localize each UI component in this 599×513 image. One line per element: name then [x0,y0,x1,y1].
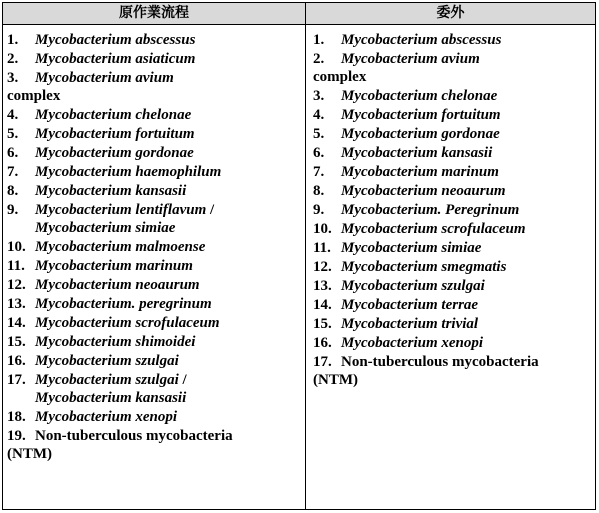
item-number: 5. [313,126,325,142]
list-item [313,220,595,238]
species-name: Mycobacterium kansasii [35,183,187,199]
item-line [341,144,492,162]
item-line [35,31,195,49]
item-text [341,258,506,276]
item-text [35,50,195,68]
item-line: (NTM) [7,446,52,462]
list-item [313,296,595,314]
item-text [35,295,212,313]
item-line [35,50,195,68]
species-name: Mycobacterium gordonae [341,126,500,142]
species-name: Mycobacterium chelonae [35,107,192,123]
item-number: 3. [313,88,325,104]
item-text [341,201,519,219]
list-item [7,125,301,143]
list-item [313,277,595,295]
comparison-table [2,2,596,510]
item-number: 4. [313,107,325,123]
item-number: 17. [313,354,332,370]
item-number: 3. [7,70,19,86]
species-name: Mycobacterium simiae [341,240,482,256]
list-item [7,163,301,181]
item-line [35,371,187,389]
item-line [35,182,186,200]
species-name: Mycobacterium lentiflavum [35,202,207,218]
item-line [341,87,497,105]
item-number: 7. [313,164,325,180]
item-number: 13. [7,296,26,312]
item-number: 7. [7,164,19,180]
list-item [313,125,595,143]
item-number: 14. [313,297,332,313]
item-number: 8. [7,183,19,199]
item-line [35,333,195,351]
item-line [341,334,483,352]
species-name: Mycobacterium szulgai [341,278,485,294]
item-number: 15. [7,334,26,350]
item-text [35,371,187,407]
item-text [341,106,501,124]
item-line [341,50,480,68]
item-line [35,314,220,332]
item-separator: / [206,202,215,218]
item-line: (NTM) [313,372,358,388]
item-number: 8. [313,183,325,199]
item-number: 9. [313,202,325,218]
item-text [341,182,506,200]
item-line [341,125,500,143]
item-line [35,295,212,313]
item-text [35,31,195,49]
item-number: 1. [7,32,19,48]
species-name: Mycobacterium avium [341,51,480,67]
list-item [7,408,301,426]
item-number: 12. [7,277,26,293]
species-name: Mycobacterium xenopi [35,409,178,425]
item-text [341,277,485,295]
item-text [35,333,195,351]
item-text [35,352,179,370]
table-header-row [3,3,595,25]
item-number: 14. [7,315,26,331]
item-text [35,201,214,237]
item-line [341,239,481,257]
list-item [7,182,301,200]
item-text [341,220,526,238]
species-name: Mycobacterium shimoidei [35,334,196,350]
species-name: Mycobacterium simiae [35,220,176,236]
species-name: Mycobacterium. Peregrinum [341,202,520,218]
list-item [7,352,301,370]
item-line [341,106,501,124]
item-number: 6. [7,145,19,161]
column-divider [305,3,306,509]
item-line [341,277,485,295]
item-text [35,144,194,162]
species-name: Mycobacterium. peregrinum [35,296,212,312]
species-name: Mycobacterium abscessus [35,32,196,48]
item-text [341,125,500,143]
species-name: Mycobacterium gordonae [35,145,194,161]
item-line [341,258,506,276]
outsourced-list [313,31,595,390]
item-text [35,106,191,124]
item-number: 15. [313,316,332,332]
item-number: 2. [7,51,19,67]
header-outsourced: 委外 [436,5,465,21]
item-text [35,257,193,275]
species-name: Mycobacterium haemophilum [35,164,222,180]
item-text [341,87,497,105]
item-separator: / [178,372,187,388]
species-name: Mycobacterium smegmatis [341,259,507,275]
item-line [341,31,501,49]
item-text [35,163,221,181]
item-number: 12. [313,259,332,275]
item-number: 5. [7,126,19,142]
species-name: Mycobacterium fortuitum [341,107,501,123]
item-number: 16. [7,353,26,369]
list-item [7,295,301,313]
item-line [35,276,200,294]
list-item [7,314,301,332]
list-item [313,50,595,86]
item-number: 13. [313,278,332,294]
species-name: Mycobacterium scrofulaceum [341,221,526,237]
list-item [7,31,301,49]
species-name: Mycobacterium asiaticum [35,51,196,67]
item-line [35,408,177,426]
species-name: Mycobacterium xenopi [341,335,484,351]
item-line: Non-tuberculous mycobacteria [35,428,233,444]
item-number: 1. [313,32,325,48]
list-item [313,182,595,200]
item-text [35,276,200,294]
item-text [35,182,186,200]
item-number: 10. [7,239,26,255]
item-line [341,220,526,238]
species-name: Mycobacterium kansasii [341,145,493,161]
item-line [341,296,478,314]
item-text [341,296,478,314]
item-line [35,257,193,275]
item-text [35,125,195,143]
item-text [35,408,177,426]
list-item [313,258,595,276]
item-number: 10. [313,221,332,237]
species-name: Mycobacterium kansasii [35,390,187,406]
species-name: Mycobacterium chelonae [341,88,498,104]
item-line [341,182,506,200]
item-number: 19. [7,428,26,444]
item-line [35,106,191,124]
item-text [341,163,499,181]
species-name: Mycobacterium neoaurum [35,277,200,293]
species-name: Mycobacterium malmoense [35,239,206,255]
item-text [313,50,480,86]
item-line [341,315,478,333]
item-number: 17. [7,372,26,388]
list-item [313,353,595,389]
item-text [341,144,492,162]
item-line: Non-tuberculous mycobacteria [341,354,539,370]
list-item [7,333,301,351]
list-item [7,371,301,407]
item-line [35,163,221,181]
item-line [35,238,205,256]
item-number: 11. [313,240,331,256]
item-line [35,389,187,407]
species-name: Mycobacterium marinum [35,258,193,274]
list-item [313,315,595,333]
item-text [35,238,205,256]
list-item [313,239,595,257]
item-line [35,201,214,219]
list-item [7,69,301,105]
species-name: Mycobacterium szulgai [35,372,179,388]
header-original-workflow: 原作業流程 [119,5,189,21]
list-item [7,238,301,256]
item-text [341,31,501,49]
item-line [35,352,179,370]
list-item [7,50,301,68]
list-item [7,276,301,294]
item-line [341,163,499,181]
item-number: 4. [7,107,19,123]
item-number: 9. [7,202,19,218]
species-name: Mycobacterium trivial [341,316,479,332]
list-item [7,106,301,124]
item-line [35,219,214,237]
item-number: 6. [313,145,325,161]
list-item [313,334,595,352]
species-name: Mycobacterium szulgai [35,353,179,369]
list-item [7,257,301,275]
list-item [7,201,301,237]
item-text [341,239,481,257]
original-workflow-list [7,31,301,464]
list-item [313,31,595,49]
species-name: Mycobacterium abscessus [341,32,502,48]
species-name: Mycobacterium avium [35,70,174,86]
item-text [341,334,483,352]
list-item [313,201,595,219]
species-name: Mycobacterium marinum [341,164,499,180]
item-suffix: complex [313,69,367,85]
list-item [313,87,595,105]
species-name: Mycobacterium fortuitum [35,126,195,142]
species-name: Mycobacterium neoaurum [341,183,506,199]
species-name: Mycobacterium terrae [341,297,479,313]
list-item [7,144,301,162]
item-line [35,69,174,87]
item-number: 18. [7,409,26,425]
list-item [313,144,595,162]
item-number: 11. [7,258,25,274]
item-line [35,125,195,143]
item-line [35,144,194,162]
list-item [313,163,595,181]
item-text [35,314,220,332]
item-text [341,315,478,333]
species-name: Mycobacterium scrofulaceum [35,315,220,331]
list-item [7,427,301,463]
item-number: 2. [313,51,325,67]
item-text [7,69,174,105]
item-line [341,201,519,219]
list-item [313,106,595,124]
item-suffix: complex [7,88,61,104]
item-number: 16. [313,335,332,351]
